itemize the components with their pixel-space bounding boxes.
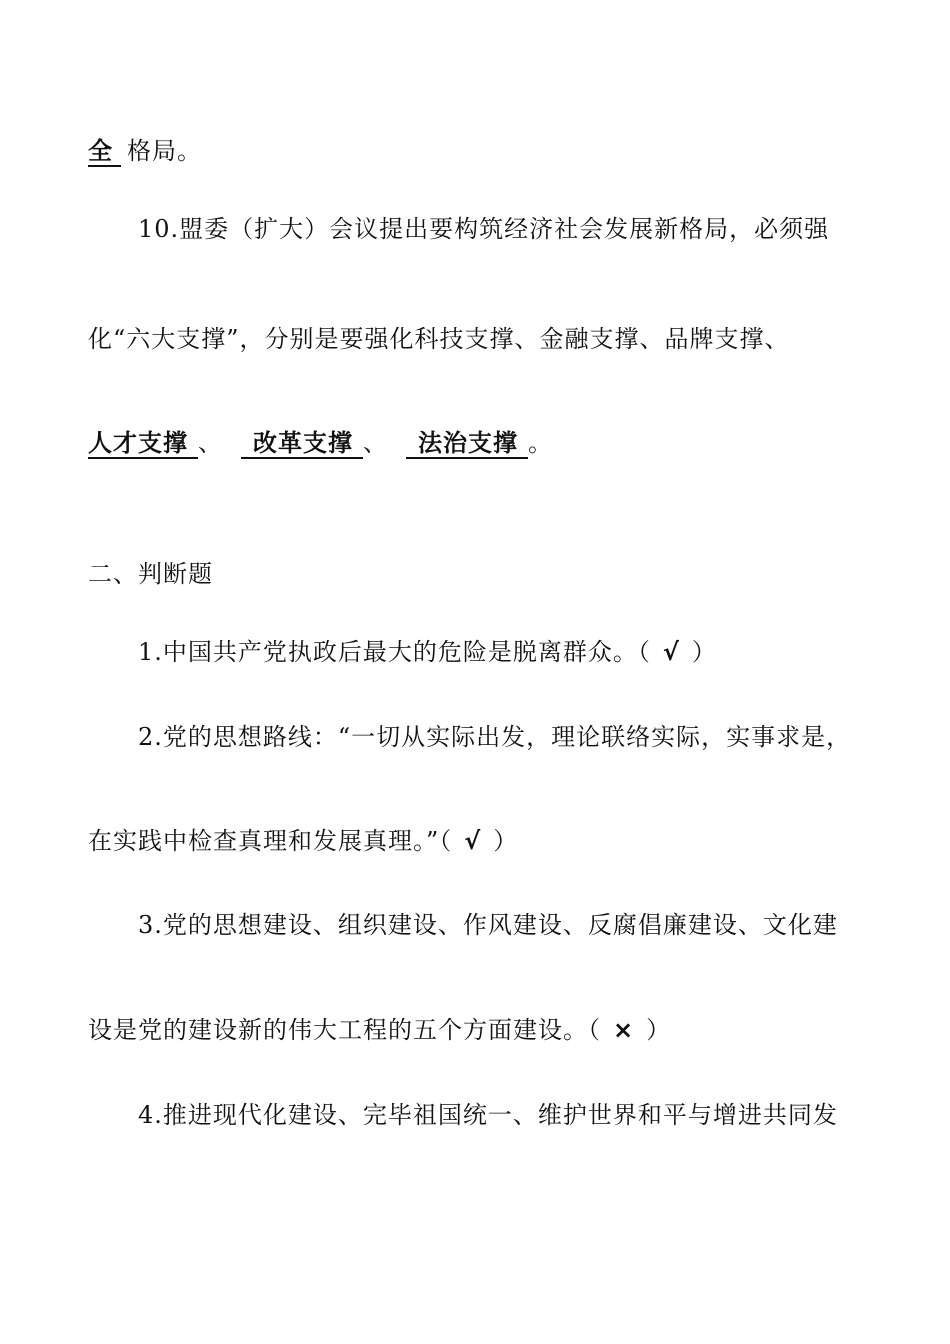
judgment-1-answer: √ xyxy=(662,638,680,666)
q9-answer-blank: 全 xyxy=(88,137,121,167)
q10-line-2: 化“六大支撑”，分别是要强化科技支撑、金融支撑、品牌支撑、 xyxy=(88,325,790,353)
q9-tail-text: 格局。 xyxy=(127,137,202,165)
q10-line-3 xyxy=(88,428,553,459)
judgment-1-text: 1.中国共产党执政后最大的危险是脱离群众。（ xyxy=(138,638,651,666)
judgment-2-answer: √ xyxy=(464,827,482,855)
judgment-4-line-1: 4.推进现代化建设、完毕祖国统一、维护世界和平与增进共同发 xyxy=(138,1101,838,1129)
q9-tail-line xyxy=(88,136,202,167)
q10-answer-blank-1: 人才支撑 xyxy=(88,429,198,459)
q10-answer-blank-2: 改革支撑 xyxy=(241,429,363,459)
judgment-3-line-1: 3.党的思想建设、组织建设、作风建设、反腐倡廉建设、文化建 xyxy=(138,911,838,939)
judgment-3-line-2 xyxy=(88,1015,671,1045)
judgment-2-close: ） xyxy=(493,827,519,855)
q10-end: 。 xyxy=(528,429,553,457)
judgment-2-text: 在实践中检查真理和发展真理。”（ xyxy=(88,827,453,855)
judgment-3-text: 设是党的建设新的伟大工程的五个方面建设。（ xyxy=(88,1016,601,1044)
q10-separator-1: 、 xyxy=(198,429,223,457)
q10-answer-blank-3: 法治支撑 xyxy=(406,429,528,459)
q10-line-1: 10.盟委（扩大）会议提出要构筑经济社会发展新格局，必须强 xyxy=(138,215,830,243)
judgment-1-close: ） xyxy=(691,638,717,666)
judgment-2-line-2 xyxy=(88,826,518,856)
judgment-3-answer: × xyxy=(613,1016,635,1044)
judgment-1-line xyxy=(138,637,717,667)
section-2-title: 二、判断题 xyxy=(88,560,213,588)
judgment-2-line-1: 2.党的思想路线：“一切从实际出发，理论联络实际，实事求是， xyxy=(138,723,852,751)
q10-separator-2: 、 xyxy=(363,429,388,457)
judgment-3-close: ） xyxy=(646,1016,672,1044)
